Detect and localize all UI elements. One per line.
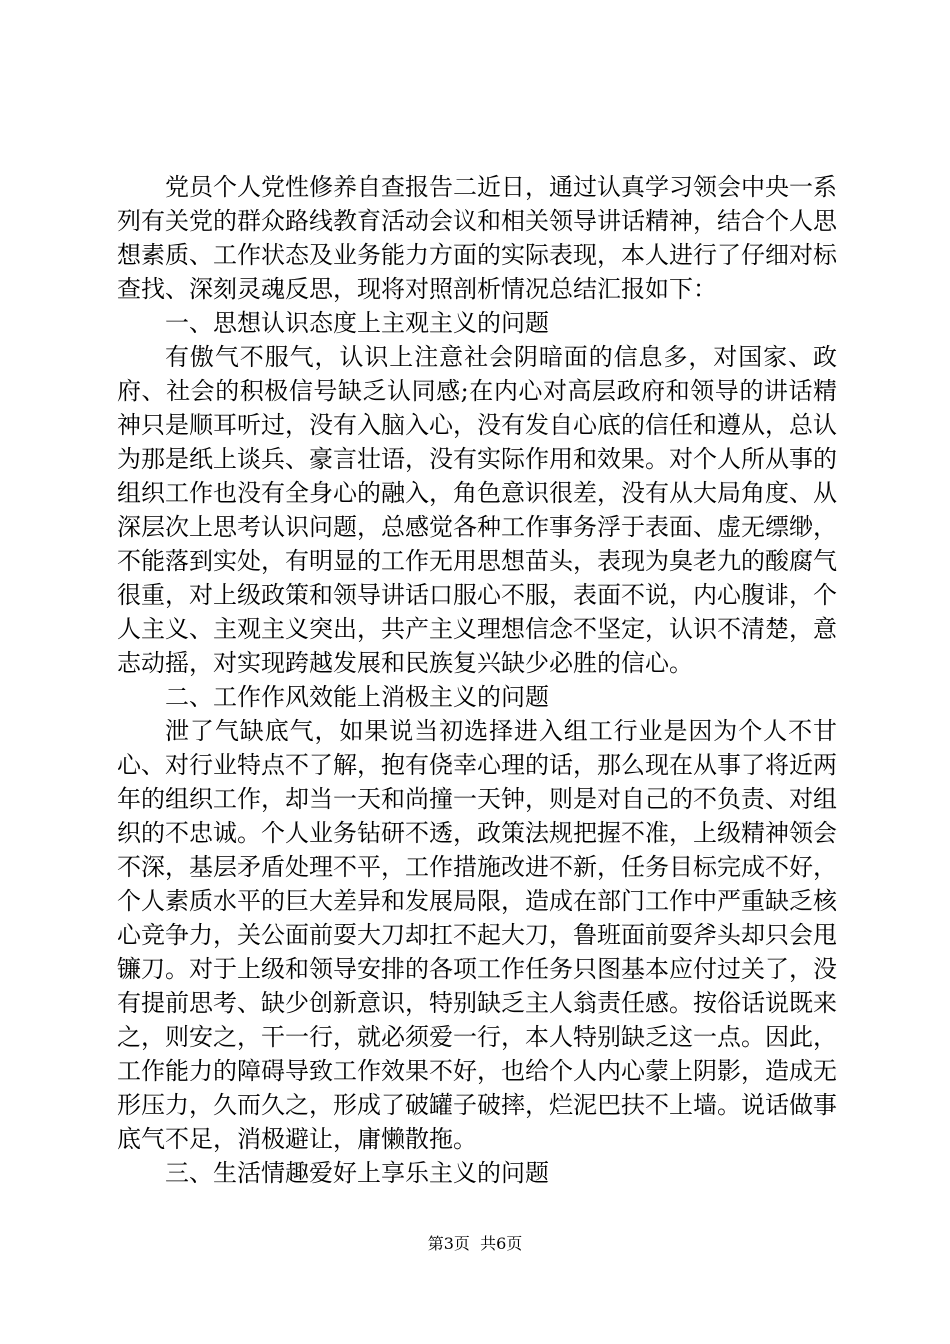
section-heading-1: 一、思想认识态度上主观主义的问题 <box>165 309 549 337</box>
section-1-paragraph: 有傲气不服气，认识上注意社会阴暗面的信息多，对国家、政府、社会的积极信号缺乏认同感;在内心对高层政府和领导的讲话精神只是顺耳听过，没有入脑入心，没有发自心底的信任和遵从，总认为那是纸上谈兵、豪言壮语，没有实际作用和效果。对个人所从事的组织工作也没有全身心的融入，角色意识很差，没有从大局角度、从深层次上思考认识问题，总感觉各种工作事务浮于表面、虚无缥缈，不能落到实处，有明显的工作无用思想苗头，表现为臭老九的酸腐气很重，对上级政策和领导讲话口服心不服，表面不说，内心腹诽，个人主义、主观主义突出，共产主义理想信念不坚定，认识不清楚，意志动摇，对实现跨越发展和民族复兴缺少必胜的信心。 <box>117 343 837 677</box>
section-2-paragraph: 泄了气缺底气，如果说当初选择进入组工行业是因为个人不甘心、对行业特点不了解，抱有侥幸心理的话，那么现在从事了将近两年的组织工作，却当一天和尚撞一天钟，则是对自己的不负责、对组织的不忠诚。个人业务钻研不透，政策法规把握不准，上级精神领会不深，基层矛盾处理不平，工作措施改进不新，任务目标完成不好，个人素质水平的巨大差异和发展局限，造成在部门工作中严重缺乏核心竞争力，关公面前耍大刀却扛不起大刀，鲁班面前耍斧头却只会甩镰刀。对于上级和领导安排的各项工作任务只图基本应付过关了，没有提前思考、缺少创新意识，特别缺乏主人翁责任感。按俗话说既来之，则安之，干一行，就必须爱一行，本人特别缺乏这一点。因此，工作能力的障碍导致工作效果不好，也给个人内心蒙上阴影，造成无形压力，久而久之，形成了破罐子破摔，烂泥巴扶不上墙。说话做事底气不足，消极避让，庸懒散拖。 <box>117 717 837 1153</box>
page-number: 第3页 共6页 <box>427 1234 523 1253</box>
document-body <box>117 170 837 1190</box>
section-heading-2: 二、工作作风效能上消极主义的问题 <box>165 683 549 711</box>
page-footer <box>0 1234 950 1254</box>
section-heading-3: 三、生活情趣爱好上享乐主义的问题 <box>165 1159 549 1187</box>
intro-paragraph: 党员个人党性修养自查报告二近日，通过认真学习领会中央一系列有关党的群众路线教育活动会议和相关领导讲话精神，结合个人思想素质、工作状态及业务能力方面的实际表现，本人进行了仔细对标查找、深刻灵魂反思，现将对照剖析情况总结汇报如下： <box>117 173 837 303</box>
